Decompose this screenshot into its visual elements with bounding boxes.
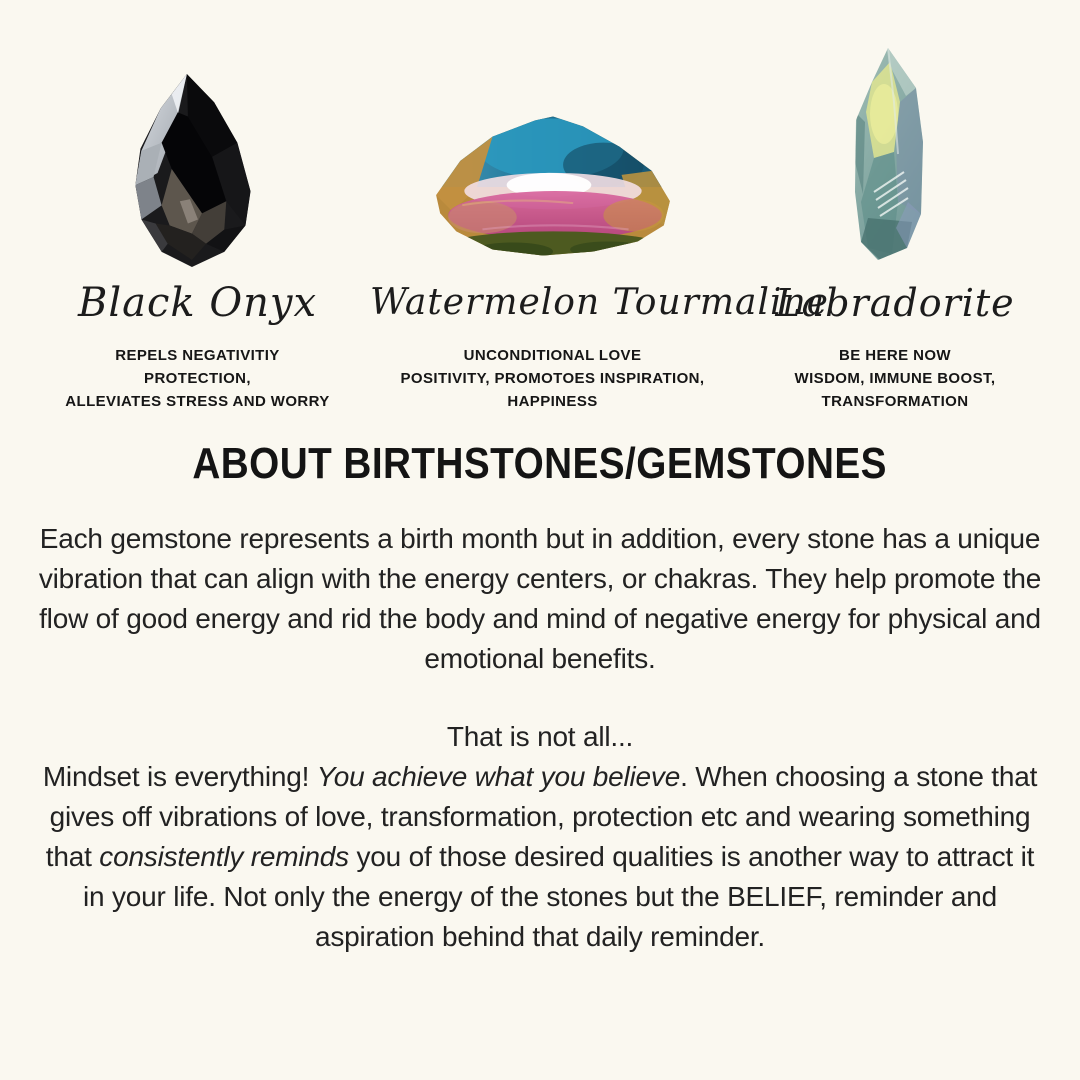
stone-properties-labradorite — [735, 344, 1055, 413]
page-title: ABOUT BIRTHSTONES/GEMSTONES — [192, 439, 888, 488]
paragraph-gemstones: Each gemstone represents a birth month but in addition, every stone has a unique vibration that can align with the energy centers, or chakras. They help promote the flow of good energy and rid the body and mind of negative energy for physical and emotional benefits. — [38, 523, 1042, 674]
body-copy — [38, 519, 1042, 957]
property-line: ALLEVIATES STRESS AND WORRY — [65, 393, 330, 410]
property-line: TRANSFORMATION — [821, 393, 969, 410]
black-onyx-gem-icon — [127, 72, 269, 270]
stone-card-watermelon-tourmaline — [370, 40, 829, 413]
black-onyx-image — [25, 40, 370, 270]
watermelon-tourmaline-image — [370, 40, 735, 270]
stone-properties-watermelon-tourmaline — [370, 344, 735, 413]
property-line: WISDOM, IMMUNE BOOST, — [794, 370, 996, 387]
property-line: REPELS NEGATIVITIY — [115, 347, 280, 364]
mindset-text: Mindset is everything! You achieve what you believe. When choosing a stone that gives off vibrations of love, transformation, protection etc and wearing something that consistently reminds you of those desired qualities is another way to attract it in your life. Not only the energy of the stones but the BELIEF, reminder and aspiration behind that daily reminder. — [42, 761, 1038, 952]
teaser-line: That is not all... — [446, 721, 634, 752]
labradorite-gem-icon — [828, 42, 963, 270]
heading-wrap — [0, 439, 1080, 489]
stone-name-black-onyx: Black Onyx — [77, 280, 318, 326]
property-line: PROTECTION, — [144, 370, 251, 387]
stone-name-labradorite: Labradorite — [775, 281, 1015, 325]
paragraph-mindset — [38, 717, 1042, 957]
stone-card-labradorite — [735, 40, 1055, 413]
labradorite-image — [735, 40, 1055, 270]
stone-name-watermelon-tourmaline: Watermelon Tourmaline — [370, 282, 829, 323]
property-line: UNCONDITIONAL LOVE — [463, 347, 642, 364]
property-line: BE HERE NOW — [839, 347, 951, 364]
stone-card-black-onyx — [25, 40, 370, 413]
stones-row — [0, 0, 1080, 413]
property-line: POSITIVITY, PROMOTOES INSPIRATION, — [400, 370, 705, 387]
watermelon-tourmaline-gem-icon — [422, 104, 684, 264]
property-line: HAPPINESS — [507, 393, 598, 410]
stone-properties-black-onyx — [25, 344, 370, 413]
